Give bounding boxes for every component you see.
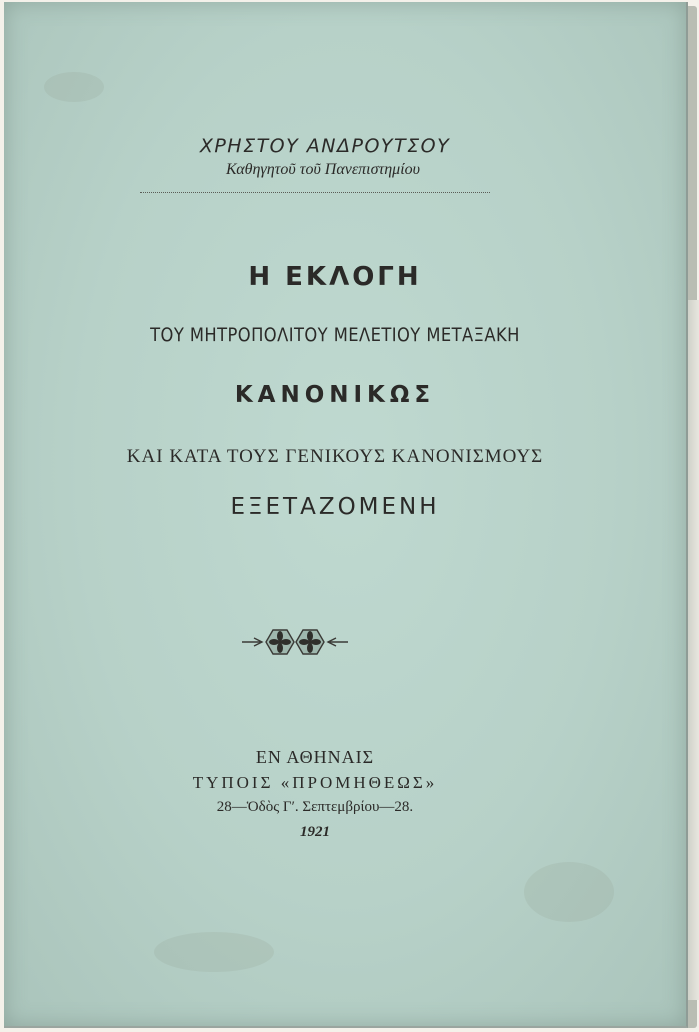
paper-stain (44, 72, 104, 102)
imprint-place: ΕΝ ΑΘΗΝΑΙΣ (255, 747, 375, 767)
author-name: ΧΡΗΣΤΟΥ ΑΝΔΡΟΥΤΣΟΥ (199, 135, 451, 157)
title-line-2: ΤΟΥ ΜΗΤΡΟΠΟΛΙΤΟΥ ΜΕΛΕΤΙΟΥ ΜΕΤΑΞΑΚΗ (150, 324, 520, 346)
imprint-printer: ΤΥΠΟΙΣ «ΠΡΟΜΗΘΕΩΣ» (192, 773, 438, 792)
floral-ornament-icon (240, 622, 350, 662)
paper-stain (154, 932, 274, 972)
book-cover (4, 2, 688, 1028)
title-line-5: ΕΞΕΤΑΖΟΜΕΝΗ (230, 494, 440, 520)
imprint-year: 1921 (300, 824, 330, 840)
title-line-4: ΚΑΙ ΚΑΤΑ ΤΟΥΣ ΓΕΝΙΚΟΥΣ ΚΑΝΟΝΙΣΜΟΥΣ (126, 446, 544, 467)
author-title: Καθηγητοῦ τοῦ Πανεπιστημίου (226, 161, 420, 178)
dotted-divider (140, 192, 490, 193)
title-line-1: Η ΕΚΛΟΓΗ (248, 262, 422, 292)
title-line-3: ΚΑΝΟΝΙΚΩΣ (234, 382, 436, 408)
paper-stain (524, 862, 614, 922)
imprint-address: 28—Ὁδὸς Γʹ. Σεπτεμβρίου—28. (216, 799, 414, 815)
